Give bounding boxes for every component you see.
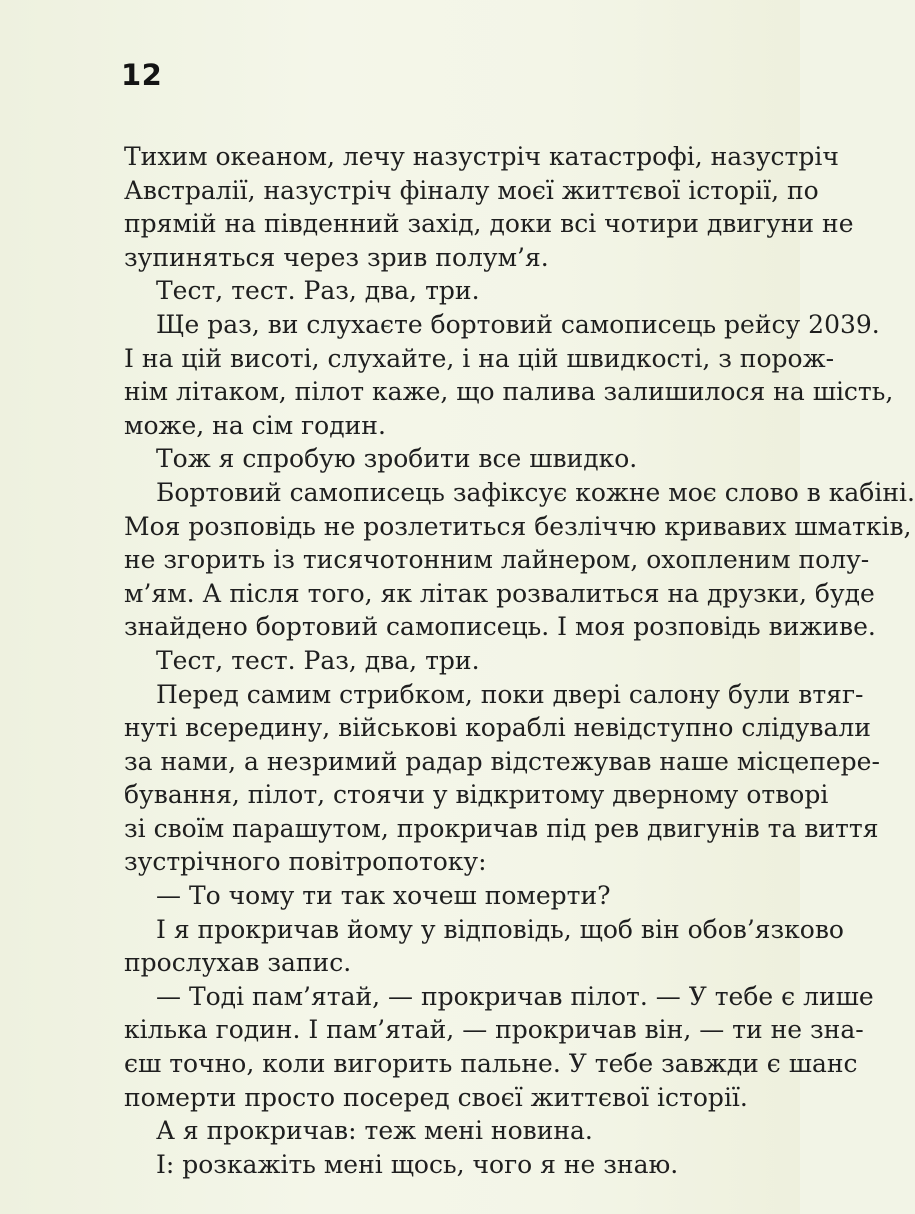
text-line: І я прокричав йому у відповідь, щоб він обов’язково	[156, 914, 844, 944]
text-line: єш точно, коли вигорить пальне. У тебе завжди є шанс	[124, 1049, 858, 1079]
text-line: зупиняться через зрив полум’я.	[124, 242, 549, 272]
text-line: Перед самим стрибком, поки двері салону були втяг-	[156, 679, 864, 709]
text-line: за нами, а незримий радар відстежував наше місцепере-	[124, 746, 880, 776]
text-line: Тож я спробую зробити все швидко.	[156, 444, 638, 474]
text-line: І на цій висоті, слухайте, і на цій швидкості, з порож-	[124, 343, 835, 373]
text-line: померти просто посеред своєї життєвої історії.	[124, 1082, 748, 1112]
text-line: Ще раз, ви слухаєте бортовий самописець рейсу 2039.	[156, 309, 880, 339]
text-line: — Тоді пам’ятай, — прокричав пілот. — У тебе є лише	[156, 981, 874, 1011]
text-line: Тихим океаном, лечу назустріч катастрофі, назустріч	[124, 142, 839, 171]
page-number: 12	[121, 58, 163, 92]
text-line: м’ям. А після того, як літак розвалиться на друзки, буде	[124, 578, 875, 608]
text-line: — То чому ти так хочеш померти?	[156, 881, 611, 911]
text-line: знайдено бортовий самописець. І моя розповідь виживе.	[124, 612, 876, 642]
text-line: Моя розповідь не розлетиться безліччю кривавих шматків,	[124, 511, 912, 541]
text-line: зі своїм парашутом, прокричав під рев двигунів та виття	[124, 813, 879, 843]
text-line: бування, пілот, стоячи у відкритому дверному отворі	[124, 780, 829, 810]
text-line: Бортовий самописець зафіксує кожне моє слово в кабіні.	[156, 477, 915, 507]
text-line: Тест, тест. Раз, два, три.	[156, 645, 480, 675]
body-text	[124, 140, 915, 1181]
text-line: прямій на південний захід, доки всі чотири двигуни не	[124, 209, 854, 239]
text-line: Тест, тест. Раз, два, три.	[156, 276, 480, 306]
text-line: кілька годин. І пам’ятай, — прокричав він, — ти не зна-	[124, 1015, 864, 1045]
text-line: І: розкажіть мені щось, чого я не знаю.	[156, 1149, 679, 1179]
text-line: Австралії, назустріч фіналу моєї життєвої історії, по	[124, 175, 819, 205]
text-line: може, на сім годин.	[124, 410, 386, 440]
text-line: не згорить із тисячотонним лайнером, охопленим полу-	[124, 545, 870, 575]
text-line: зустрічного повітропотоку:	[124, 847, 487, 877]
text-line: прослухав запис.	[124, 948, 352, 978]
text-line: А я прокричав: теж мені новина.	[156, 1116, 593, 1146]
text-line: нуті всередину, військові кораблі невідступно слідували	[124, 713, 871, 743]
text-line: нім літаком, пілот каже, що палива залишилося на шість,	[124, 377, 894, 407]
